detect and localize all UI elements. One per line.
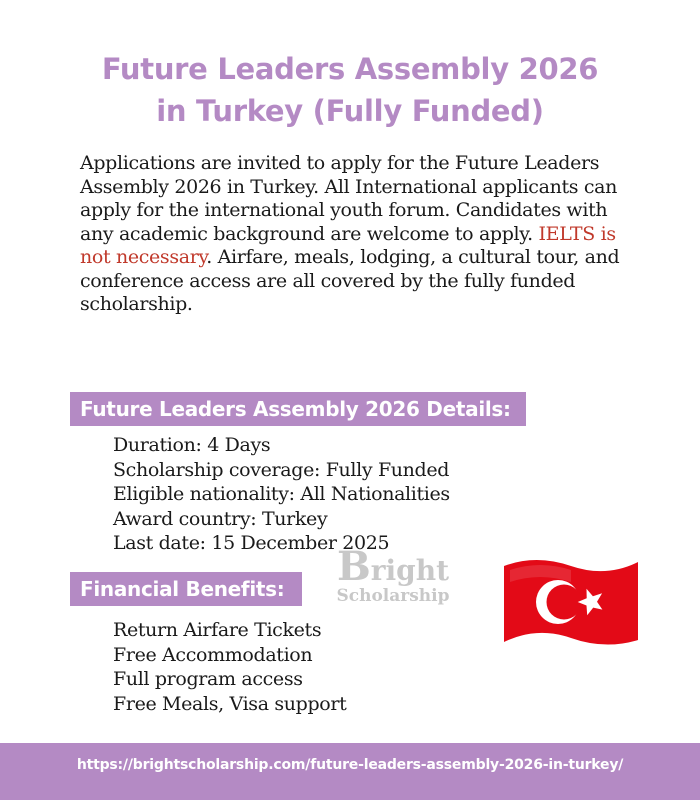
title-line-2: in Turkey (Fully Funded) bbox=[156, 94, 544, 128]
details-item-coverage: Scholarship coverage: Fully Funded bbox=[113, 458, 450, 481]
benefit-item-airfare: Return Airfare Tickets bbox=[113, 619, 322, 641]
benefit-item-meals-visa: Free Meals, Visa support bbox=[113, 692, 347, 715]
ielts-highlight: IELTS is not necessary bbox=[80, 222, 616, 268]
page-title bbox=[0, 48, 700, 132]
benefits-list bbox=[113, 618, 346, 716]
source-url-footer[interactable]: https://brightscholarship.com/future-leaders-assembly-2026-in-turkey/ bbox=[0, 743, 700, 800]
details-heading: Future Leaders Assembly 2026 Details: bbox=[70, 392, 526, 426]
intro-text-before: Applications are invited to apply for the Future Leaders Assembly 2026 in Turkey. All International applicants can apply for the international youth forum. Candidates with any academic background are welcome to apply. bbox=[80, 152, 617, 245]
bright-scholarship-watermark: Bright Scholarship bbox=[336, 543, 450, 606]
details-item-nationality: Eligible nationality: All Nationalities bbox=[113, 483, 450, 505]
details-item-duration: Duration: 4 Days bbox=[113, 434, 271, 456]
intro-paragraph bbox=[80, 152, 640, 317]
details-item-deadline: Last date: 15 December 2025 bbox=[113, 532, 390, 554]
benefits-heading: Financial Benefits: bbox=[70, 572, 302, 606]
details-list bbox=[113, 433, 450, 556]
benefit-item-program-access: Full program access bbox=[113, 668, 303, 690]
title-line-1: Future Leaders Assembly 2026 bbox=[101, 52, 599, 86]
turkey-flag-icon bbox=[500, 552, 642, 652]
benefit-item-accommodation: Free Accommodation bbox=[113, 643, 313, 666]
intro-text-after: . Airfare, meals, lodging, a cultural tour, and conference access are all covered by the fully funded scholarship. bbox=[80, 246, 620, 315]
details-item-country: Award country: Turkey bbox=[113, 507, 328, 530]
